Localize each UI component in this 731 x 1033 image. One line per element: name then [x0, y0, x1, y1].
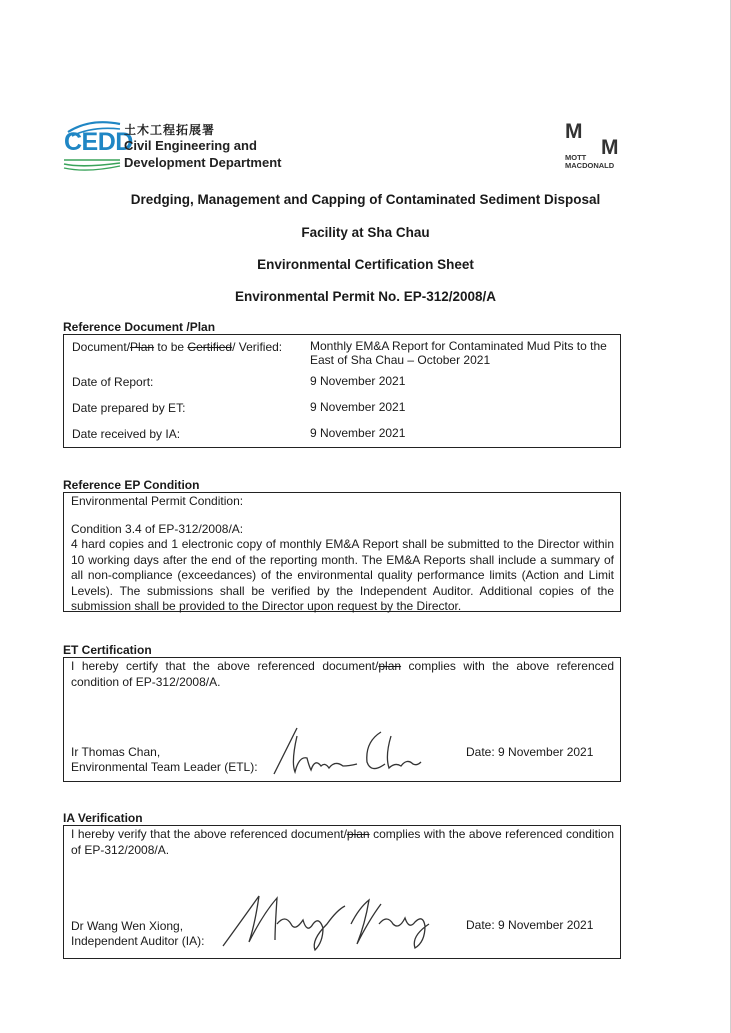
et-statement-part: I hereby certify that the above referenced document/ — [71, 659, 379, 673]
department-name-line2: Development Department — [124, 155, 282, 170]
reference-document-heading: Reference Document /Plan — [63, 320, 216, 334]
mm-name-line1: MOTT — [565, 153, 587, 162]
ep-condition-label: Environmental Permit Condition: — [71, 494, 244, 508]
ia-statement-part: complies with the above referenced condition of EP-312/2008/A. — [71, 827, 614, 857]
doc-label-certified-struck: Certified — [187, 340, 233, 354]
date-received-value: 9 November 2021 — [310, 426, 406, 440]
et-statement-part: complies with the above referenced condition of EP-312/2008/A. — [71, 659, 614, 689]
ia-signatory-role: Independent Auditor (IA): — [71, 934, 205, 948]
doc-label-plan-struck: Plan — [130, 340, 155, 354]
document-label — [72, 340, 282, 354]
reference-document-box — [63, 334, 621, 448]
date-of-report-label: Date of Report: — [72, 375, 154, 389]
title-line2: Facility at Sha Chau — [301, 225, 430, 240]
ep-condition-text: 4 hard copies and 1 electronic copy of monthly EM&A Report shall be submitted to the Director within 10 working days after the end of the reporting month. The EM&A Reports shall include a summary of all non-compliance (exceedances) of the environmental quality performance limits (Action and Limit Levels). The submissions shall be verified by the Independent Auditor. Additional copies of the submission shall be provided to the Director upon request by the Director. — [71, 537, 614, 613]
et-signatory-role: Environmental Team Leader (ETL): — [71, 760, 258, 774]
mm-name-line2: MACDONALD — [565, 161, 615, 170]
department-chinese-name: 土木工程拓展署 — [124, 123, 216, 137]
mm-logo-letter-bottom: M — [601, 136, 619, 159]
document-value — [310, 339, 607, 367]
cedd-logo-text: CEDD — [64, 128, 133, 156]
ia-statement-part: I hereby verify that the above referenced document/ — [71, 827, 347, 841]
et-certification-heading: ET Certification — [63, 643, 152, 657]
et-certification-box — [63, 657, 621, 782]
doc-label-part: Document/ — [72, 340, 131, 354]
doc-label-part: to be — [154, 340, 188, 354]
ep-condition-box — [63, 492, 621, 612]
ia-statement — [71, 827, 614, 858]
date-prepared-label: Date prepared by ET: — [72, 401, 186, 415]
mm-logo-name — [565, 154, 614, 170]
date-prepared-value: 9 November 2021 — [310, 400, 406, 414]
et-signatory-name: Ir Thomas Chan, — [71, 745, 161, 759]
ep-condition-heading: Reference EP Condition — [63, 478, 200, 492]
et-statement — [71, 659, 614, 690]
ia-signature-icon — [219, 884, 449, 954]
document-value-line2: East of Sha Chau – October 2021 — [310, 353, 491, 367]
date-of-report-value: 9 November 2021 — [310, 374, 406, 388]
et-statement-plan-struck: plan — [378, 659, 402, 673]
title-line4: Environmental Permit No. EP-312/2008/A — [234, 289, 497, 304]
et-signature-icon — [269, 722, 429, 778]
doc-label-part: / Verified: — [232, 340, 283, 354]
ep-condition-title: Condition 3.4 of EP-312/2008/A: — [71, 522, 244, 536]
document-value-line1: Monthly EM&A Report for Contaminated Mud Pits to the — [310, 339, 607, 353]
et-date: Date: 9 November 2021 — [466, 745, 594, 759]
department-name-line1: Civil Engineering and — [124, 138, 257, 153]
title-line3: Environmental Certification Sheet — [257, 257, 474, 272]
mott-macdonald-logo — [565, 120, 630, 175]
ia-verification-box — [63, 825, 621, 959]
ia-date: Date: 9 November 2021 — [466, 918, 594, 932]
cedd-logo — [62, 118, 302, 174]
ia-statement-plan-struck: plan — [346, 827, 370, 841]
ia-signatory-name: Dr Wang Wen Xiong, — [71, 919, 184, 933]
date-received-label: Date received by IA: — [72, 427, 181, 441]
mm-logo-letter-top: M — [565, 120, 583, 143]
title-line1: Dredging, Management and Capping of Contaminated Sediment Disposal — [130, 192, 601, 207]
ia-verification-heading: IA Verification — [63, 811, 143, 825]
